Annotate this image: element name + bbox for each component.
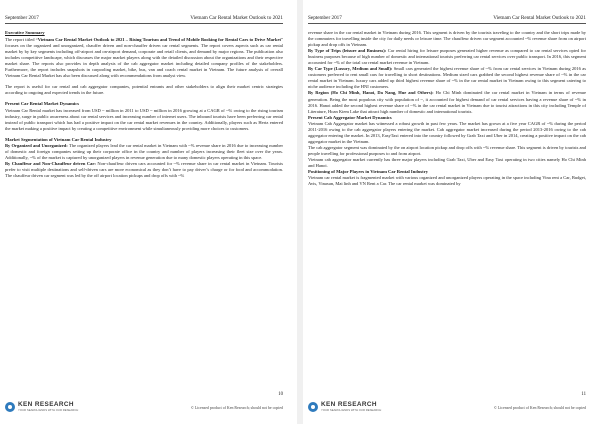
paragraph: The report is useful for car rental and cab aggregator companies, potential entrants and other stakeholders to align their market centric strategies according to ongoing and expected trends in the future. bbox=[5, 84, 283, 96]
page-header bbox=[308, 14, 586, 24]
section-heading-executive-summary: Executive Summary bbox=[5, 30, 45, 35]
paragraph bbox=[308, 48, 586, 66]
paragraph bbox=[5, 37, 283, 79]
section-heading-dynamics: Present Car Rental Market Dynamics bbox=[5, 101, 80, 107]
paragraph bbox=[5, 161, 283, 179]
paragraph-text: Small cars generated the highest revenue share of ~% from car rental services in Vietnam during 2016 as customers preferred to rent small cars for travelling to short destinations. Medium sized cars grabbed the second highest revenue share of ~% in the car rental market in Vietnam. luxury cars added up third highest revenue share of ~% in the car rental market in Vietnam owing to this segment catering to niche audience including the HNI customers. bbox=[308, 66, 586, 90]
paragraph-text: The report titled “ bbox=[5, 37, 38, 43]
paragraph: Vietnam car rental market is fragmented market with various organized and unorganized players operating in the space including Vina rent a Car, Budget, Avis, Vinasun, Mai linh and VN Rent a Car. The car rental market was dominated by bbox=[308, 175, 586, 187]
paragraph bbox=[308, 66, 586, 90]
paragraph-text: Car rental hiring for leisure purposes generated higher revenue as compared to car rental services opted for business purposes because of high number of domestic and international tourists preferring car rental services over public transport. In 2016, this segment accounted for ~% of the total car rental market revenue in Vietnam. bbox=[308, 48, 586, 66]
inline-heading: By Type of Trips (leisure and Business): bbox=[308, 48, 387, 54]
report-title: Vietnam Car Rental Market Outlook to 2021 – Rising Tourism and Trend of Mobile Booking for Rental Cars to Drive Market bbox=[37, 37, 281, 43]
inline-heading: By Organized and Unorganized: bbox=[5, 142, 68, 148]
header-date: September 2017 bbox=[308, 15, 342, 21]
paragraph: Vietnam Car Rental market has increased from USD ~ million in 2011 to USD ~ million in 2016 growing at a CAGR of ~% owing to the rising tourism industry, surge in public awareness about car rental services and increasing number of internet users. The inbound tourists have been preferring car rental instead of public transport which has had a positive impact on the car rental market revenues in the country. Additionally, players such as Hertz entered the market making a positive impact by creating a competitive environment while simultaneously providing more choices to customers. bbox=[5, 107, 283, 131]
paragraph: Vietnam Cab Aggregator market has witnessed a robust growth in past few years. The market has grown at a five year CAGR of ~% during the period 2011-2016 owing to the cab aggregator players entering the market. Cab aggregator market increased during the period 2013-2016 owing to the cab aggregator entering the market. In 2013, EasyTaxi entered into the country followed by Grab Taxi and Uber in 2014, creating a positive impact on the cab aggregator market in the Vietnam. bbox=[308, 120, 586, 144]
paragraph: Vietnam cab aggregator market currently has three major players including Grab Taxi, Uber and Easy Taxi operating in two cities namely Ho Chi Minh and Hanoi. bbox=[308, 156, 586, 169]
paragraph-text: ” focuses on the organized and unorganized, chauffer driven and non-chauffer driven car rental segments. The report covers aspects such as car rental market by by key segments including off-airport and on-airport demand, corporate and retail clients, and demand by major regions. The publication also includes competitive landscape, which discusses the major market players along with the detailed discussion about the organizations and their respective market share. The reports also provides in depth analysis of the cab aggregator market including detailed company profiles of the stakeholders. Furthermore, the report includes snapshots in carpooling market, bike, bus, van and coach rental market in Vietnam. The future analysis of overall Vietnam Car Rental Market has also been discussed along with recommendations from analyst view. bbox=[5, 37, 283, 79]
logo-name: KEN RESEARCH bbox=[321, 401, 377, 408]
page-footer bbox=[5, 401, 283, 415]
page-number: 11 bbox=[581, 392, 586, 397]
section-heading-positioning: Positioning of Major Players in Vietnam Car Rental Industry bbox=[308, 169, 429, 175]
paragraph: revenue share in the car rental market in Vietnam during 2016. This segment is driven by the tourists traveling to the country and the short trips made by the commuters for travelling inside the city for daily needs or leisure time. The chauffeur driven car segment accounted ~% revenue share from on airport pickup and drop offs in Vietnam. bbox=[308, 30, 586, 48]
section-heading-segmentation: Market Segmentation of Vietnam Car Rental Industry bbox=[5, 136, 112, 142]
page-body bbox=[5, 30, 283, 385]
copyright-notice: © Licensed product of Ken Research; should not be copied bbox=[493, 406, 586, 410]
paragraph-text: Ho Chi Minh dominated the car rental market in Vietnam in terms of revenue generation. Being the most populous city with population of ~, it accounted for highest demand of car rental services having a revenue share of ~% in 2016. Hanoi added the second highest revenue share of ~% in the car rental market in Vietnam due to tourist attractions in this city including Temple of Literature, Hoan Kiem Lake that attract high number of domestic and international tourists. bbox=[308, 90, 586, 114]
header-date: September 2017 bbox=[5, 15, 39, 21]
inline-heading: By Car Type (Luxury, Medium and Small): bbox=[308, 66, 393, 72]
paragraph bbox=[308, 90, 586, 114]
ken-research-logo bbox=[5, 401, 78, 412]
page-body bbox=[308, 30, 586, 385]
paragraph-text: Non-chauffeur driven cars accounted for ~% revenue share in car rental market in Vietnam. Tourists prefer to visit multiple destinations and self-driven cars are more economical as they don’t have to pay driver’s charge or for food and accommodation. The chauffeur driven car segment was led by the off airport location pickups and drop offs with ~% bbox=[5, 160, 283, 178]
section-heading-cab-aggregator: Present Cab Aggregator Market Dynamics bbox=[308, 114, 392, 120]
inline-heading: By Chauffeur and Non-Chauffeur driven Car: bbox=[5, 160, 96, 166]
header-title: Vietnam Car Rental Market Outlook to 2021 bbox=[190, 15, 283, 21]
right-page bbox=[303, 0, 600, 424]
page-header bbox=[5, 14, 283, 24]
logo-icon bbox=[5, 402, 15, 412]
paragraph-text: The organized players lead the car rental market in Vietnam with ~% revenue share in 2016 due to increasing number of domestic and foreign companies setting up their corporate office in the country and number of players increasing their fleet size over the years. Additionally, ~% of the market is captured by unorganized players in revenue generation due to many domestic players operating in this space. bbox=[5, 142, 283, 160]
left-page bbox=[0, 0, 297, 424]
copyright-notice: © Licensed product of Ken Research; should not be copied bbox=[190, 406, 283, 410]
ken-research-logo bbox=[308, 401, 381, 412]
page-number: 10 bbox=[278, 392, 283, 397]
paragraph: The cab aggregator segment was dominated by the on airport location pickup and drop offs with ~% revenue share. This segment is driven by tourists and people travelling for professional purposes to and from airport. bbox=[308, 144, 586, 156]
page-footer bbox=[308, 401, 586, 415]
header-title: Vietnam Car Rental Market Outlook to 2021 bbox=[493, 15, 586, 21]
logo-name: KEN RESEARCH bbox=[18, 401, 74, 408]
logo-icon bbox=[308, 402, 318, 412]
logo-tagline: YOUR SEARCH ENDS WITH OUR RESEARCH bbox=[321, 408, 382, 412]
logo-tagline: YOUR SEARCH ENDS WITH OUR RESEARCH bbox=[18, 408, 79, 412]
paragraph bbox=[5, 143, 283, 161]
inline-heading: By Region (Ho Chi Minh, Hanoi, Da Nang, Hue and Others): bbox=[308, 90, 434, 96]
